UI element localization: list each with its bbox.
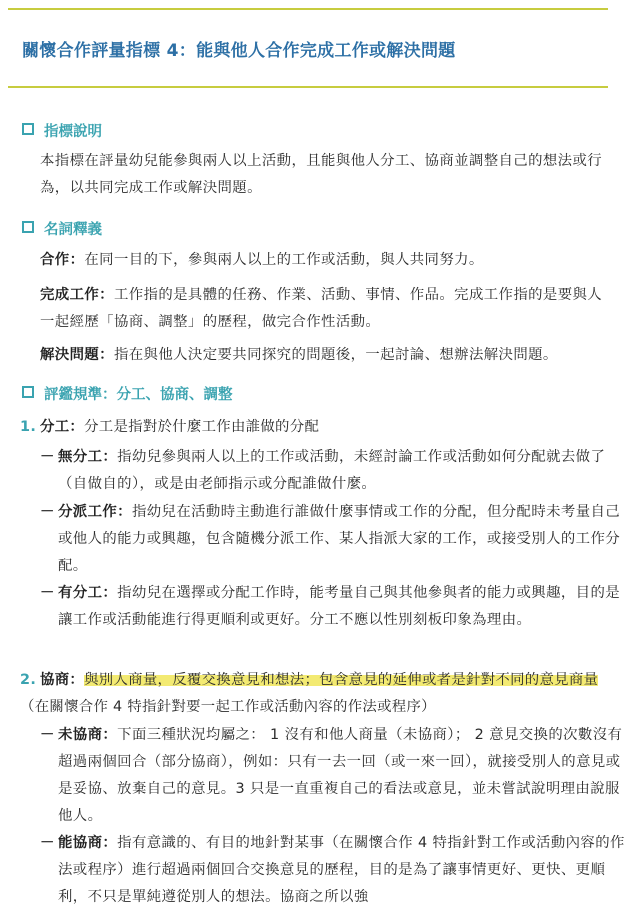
sub-item [40, 499, 626, 580]
dash-bullet: － [40, 727, 55, 743]
sub-text: 指有意識的、有目的地針對某事（在關懷合作 4 特指針對工作或活動內容的作法或程序）進行超過兩個回合交換意見的歷程，目的是為了讓事情更好、更快、更順利，不只是單純遵從別人的想法。協商之所以強 [58, 835, 625, 905]
term-label: 完成工作： [40, 287, 114, 303]
sub-term: 分派工作： [58, 504, 132, 520]
square-bullet-icon [22, 386, 34, 398]
term-item [40, 247, 610, 274]
page-title [22, 36, 456, 61]
criterion-text: （在關懷合作 4 特指針對要一起工作或活動內容的作法或程序） [20, 699, 436, 715]
section-heading-criteria [22, 383, 233, 404]
section-heading-label: 指標說明 [44, 124, 102, 140]
term-label: 合作： [40, 252, 85, 268]
dash-bullet: － [40, 449, 55, 465]
section-heading-description [22, 120, 102, 141]
section-heading-label: 評鑑規準：分工、協商、調整 [44, 387, 233, 403]
term-item [40, 342, 610, 369]
criterion-item-negotiation [20, 667, 610, 721]
square-bullet-icon [22, 123, 34, 135]
sub-text: 指幼兒在活動時主動進行誰做什麼事情或工作的分配，但分配時未考量自己或他人的能力或興趣，包含隨機分派工作、某人指派大家的工作，或接受別人的工作分配。 [58, 504, 621, 574]
term-definition: 指在與他人決定要共同探究的問題後，一起討論、想辦法解決問題。 [113, 347, 558, 363]
sub-item [40, 580, 626, 634]
sub-text: 指幼兒參與兩人以上的工作或活動，未經討論工作或活動如何分配就去做了（自做自的），或是由老師指示或分配誰做什麼。 [58, 449, 606, 492]
section-heading-terms [22, 218, 102, 239]
sub-text: 指幼兒在選擇或分配工作時，能考量自己與其他參與者的能力或興趣，目的是讓工作或活動能進行得更順利或更好。分工不應以性別刻板印象為理由。 [58, 585, 621, 628]
dash-bullet: － [40, 504, 55, 520]
highlighted-text: 與別人商量，反覆交換意見和想法；包含意見的延伸或者是針對不同的意見商量 [84, 672, 599, 688]
sub-term: 能協商： [58, 835, 118, 851]
description-paragraph: 本指標在評量幼兒能參與兩人以上活動，且能與他人分工、協商並調整自己的想法或行為，以共同完成工作或解決問題。 [40, 153, 603, 196]
term-label: 解決問題： [40, 347, 114, 363]
sub-term: 有分工： [58, 585, 118, 601]
dash-bullet: － [40, 835, 55, 851]
sub-item [40, 444, 626, 498]
top-rule [8, 8, 608, 10]
criterion-text: 分工是指對於什麼工作由誰做的分配 [84, 419, 320, 435]
title-text: 能與他人合作完成工作或解決問題 [196, 41, 456, 61]
sub-term: 未協商： [58, 727, 118, 743]
criterion-term: 分工： [40, 419, 85, 435]
criterion-number: 1. [20, 419, 37, 435]
sub-item [40, 722, 626, 830]
square-bullet-icon [22, 221, 34, 233]
sub-text: 下面三種狀況均屬之： 1 沒有和他人商量（未協商）； 2 意見交換的次數沒有超過兩個回合（部分協商），例如：只有一去一回（或一來一回），就接受別人的意見或是妥協、放棄自己的意見。3 只是一直重複自己的看法或意見，並未嘗試說明理由說服他人。 [58, 727, 623, 824]
sub-term: 無分工： [58, 449, 118, 465]
title-prefix: 關懷合作評量指標 4 [22, 41, 179, 61]
term-definition: 在同一目的下，參與兩人以上的工作或活動，與人共同努力。 [84, 252, 484, 268]
criterion-number: 2. [20, 672, 37, 688]
term-item [40, 282, 610, 336]
sub-item [40, 830, 626, 911]
dash-bullet: － [40, 585, 55, 601]
term-definition: 工作指的是具體的任務、作業、活動、事情、作品。完成工作指的是要與人一起經歷「協商、調整」的歷程，做完合作性活動。 [40, 287, 603, 330]
section-heading-label: 名詞釋義 [44, 222, 102, 238]
criterion-term: 協商： [40, 672, 85, 688]
criterion-item-division [20, 414, 610, 441]
title-underline [8, 86, 608, 88]
title-separator: ： [178, 41, 197, 61]
